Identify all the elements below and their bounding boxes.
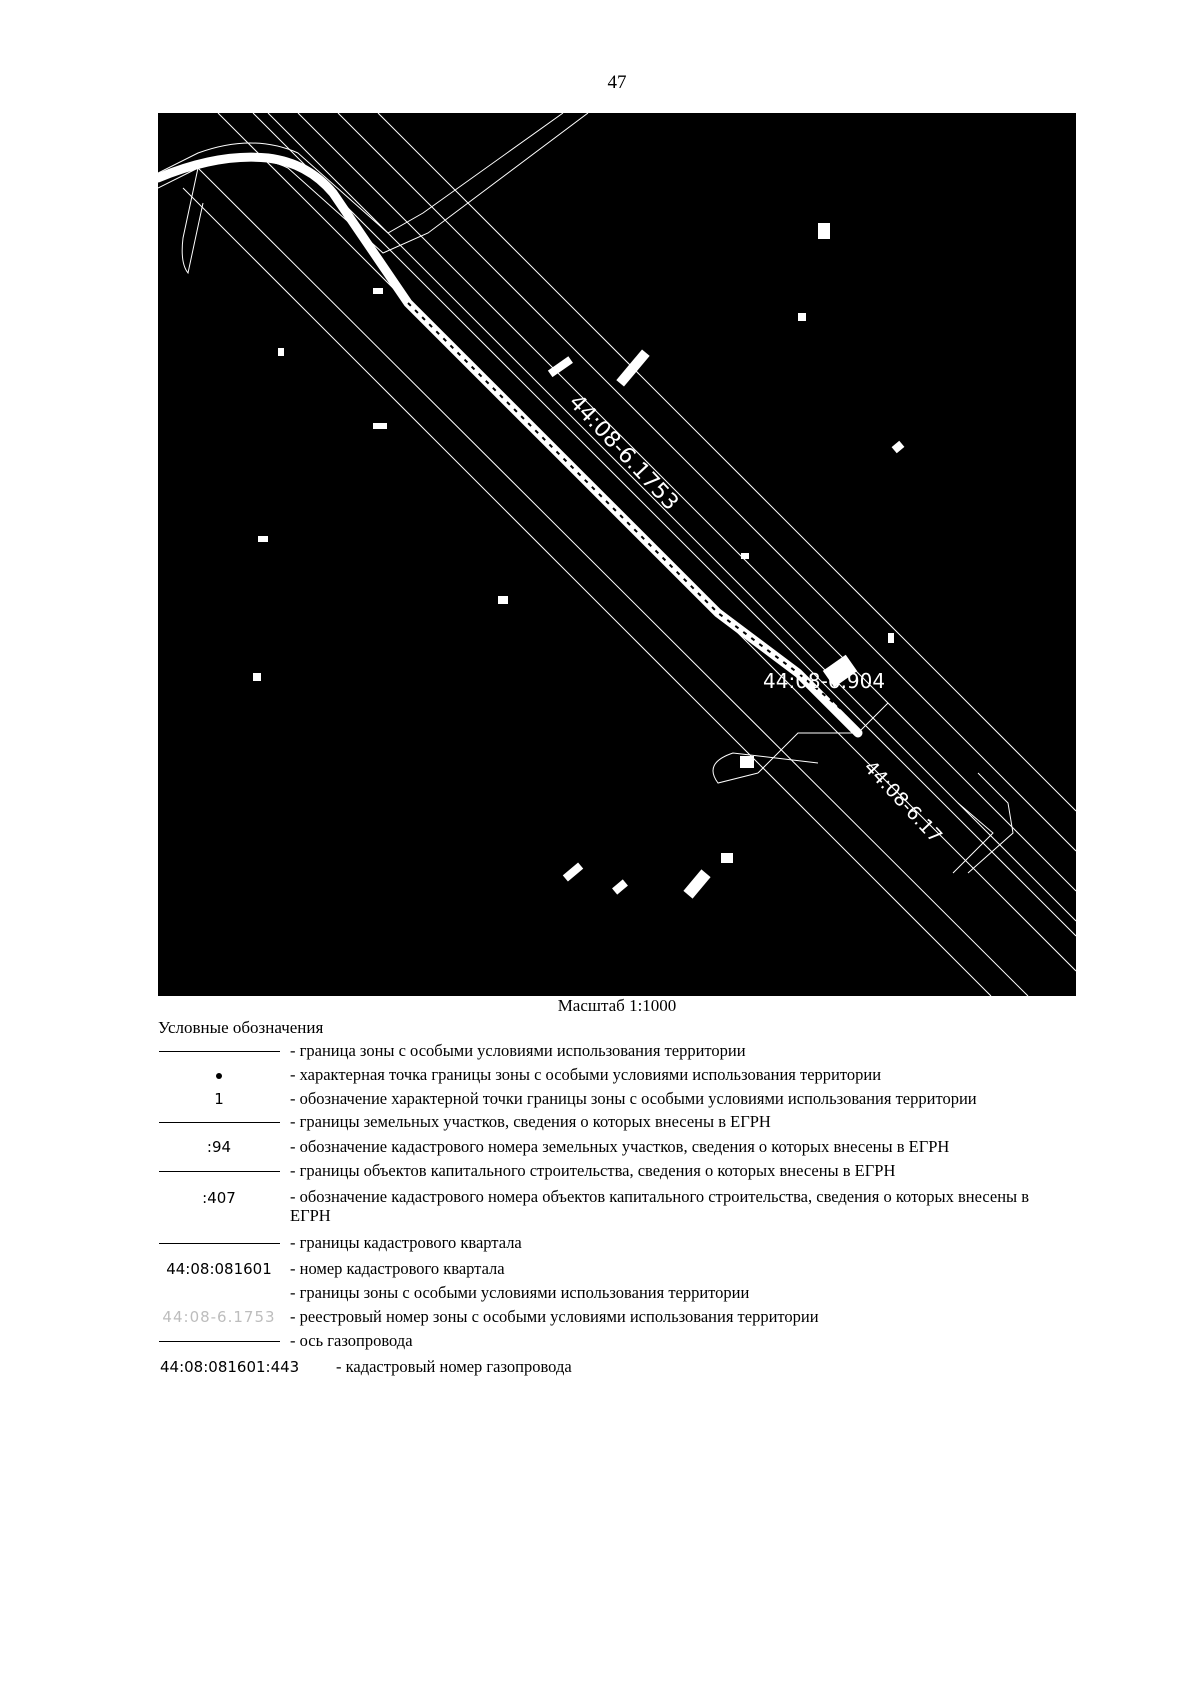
legend-item xyxy=(158,1258,1078,1280)
legend-item xyxy=(158,1330,1078,1352)
legend-symbol-text: 44:08:081601:443 xyxy=(160,1358,300,1376)
legend-item xyxy=(158,1187,1078,1231)
object-patch xyxy=(253,673,261,681)
legend-symbol-line xyxy=(158,1040,280,1062)
object-patch xyxy=(888,633,894,643)
object-patch xyxy=(740,756,754,768)
zone-label-904: 44:08-6.904 xyxy=(763,669,886,693)
page-number: 47 xyxy=(607,72,627,93)
legend-symbol-text: 44:08:081601 xyxy=(166,1260,272,1278)
legend-symbol-line xyxy=(158,1232,280,1254)
legend-text: - обозначение характерной точки границы зоны с особыми условиями использования территории xyxy=(290,1089,977,1108)
legend-symbol-line xyxy=(158,1111,280,1133)
object-patch xyxy=(373,423,387,429)
legend-item xyxy=(158,1136,1078,1158)
zone-label-17: 44:08-6.17 xyxy=(859,756,947,848)
legend-text: - номер кадастрового квартала xyxy=(290,1259,505,1278)
object-patch xyxy=(721,853,733,863)
legend-text: - характерная точка границы зоны с особыми условиями использования территории xyxy=(290,1065,882,1084)
legend-item xyxy=(158,1232,1078,1254)
object-patch xyxy=(278,348,284,356)
legend-item xyxy=(158,1040,1078,1062)
map-background xyxy=(158,113,1076,996)
legend-item xyxy=(158,1356,1078,1378)
legend-text: - ось газопровода xyxy=(290,1331,413,1350)
cadastral-map[interactable] xyxy=(158,113,1076,996)
legend-symbol-none xyxy=(158,1282,280,1304)
legend-symbol-faint: 44:08-6.1753 xyxy=(162,1308,276,1326)
legend-item xyxy=(158,1064,1078,1086)
legend-text: - границы зоны с особыми условиями использования территории xyxy=(290,1283,750,1302)
object-patch xyxy=(818,223,830,239)
zone-label-main: 44:08-6.1753 xyxy=(563,390,684,516)
legend-item xyxy=(158,1111,1078,1133)
object-patch xyxy=(798,313,806,321)
legend-item xyxy=(158,1160,1078,1182)
map-scale: Масштаб 1:1000 xyxy=(557,996,677,1015)
legend-text: - обозначение кадастрового номера объектов капитального строительства, сведения о которых внесены в ЕГРН xyxy=(290,1187,1030,1225)
legend-text: - границы земельных участков, сведения о которых внесены в ЕГРН xyxy=(290,1112,771,1131)
object-patch xyxy=(258,536,268,542)
legend-item xyxy=(158,1088,1078,1110)
legend-symbol-dot xyxy=(158,1064,280,1086)
object-patch xyxy=(373,288,383,294)
legend-symbol-text: :94 xyxy=(206,1138,232,1156)
legend-symbol-text: 1 xyxy=(214,1090,224,1108)
legend-text: - обозначение кадастрового номера земельных участков, сведения о которых внесены в ЕГРН xyxy=(290,1137,950,1156)
legend-symbol-line xyxy=(158,1330,280,1352)
object-patch xyxy=(498,596,508,604)
legend-text: - кадастровый номер газопровода xyxy=(336,1357,572,1376)
legend-text: - граница зоны с особыми условиями использования территории xyxy=(290,1041,746,1060)
legend-item xyxy=(158,1306,1078,1328)
legend-text: - реестровый номер зоны с особыми условиями использования территории xyxy=(290,1307,819,1326)
legend-symbol-line xyxy=(158,1160,280,1182)
legend-title: Условные обозначения xyxy=(158,1018,324,1037)
legend-text: - границы кадастрового квартала xyxy=(290,1233,522,1252)
map-canvas xyxy=(158,113,1076,996)
object-patch xyxy=(741,553,749,559)
legend-item xyxy=(158,1282,1078,1304)
legend-text: - границы объектов капитального строительства, сведения о которых внесены в ЕГРН xyxy=(290,1161,896,1180)
legend-symbol-text: :407 xyxy=(202,1189,236,1207)
